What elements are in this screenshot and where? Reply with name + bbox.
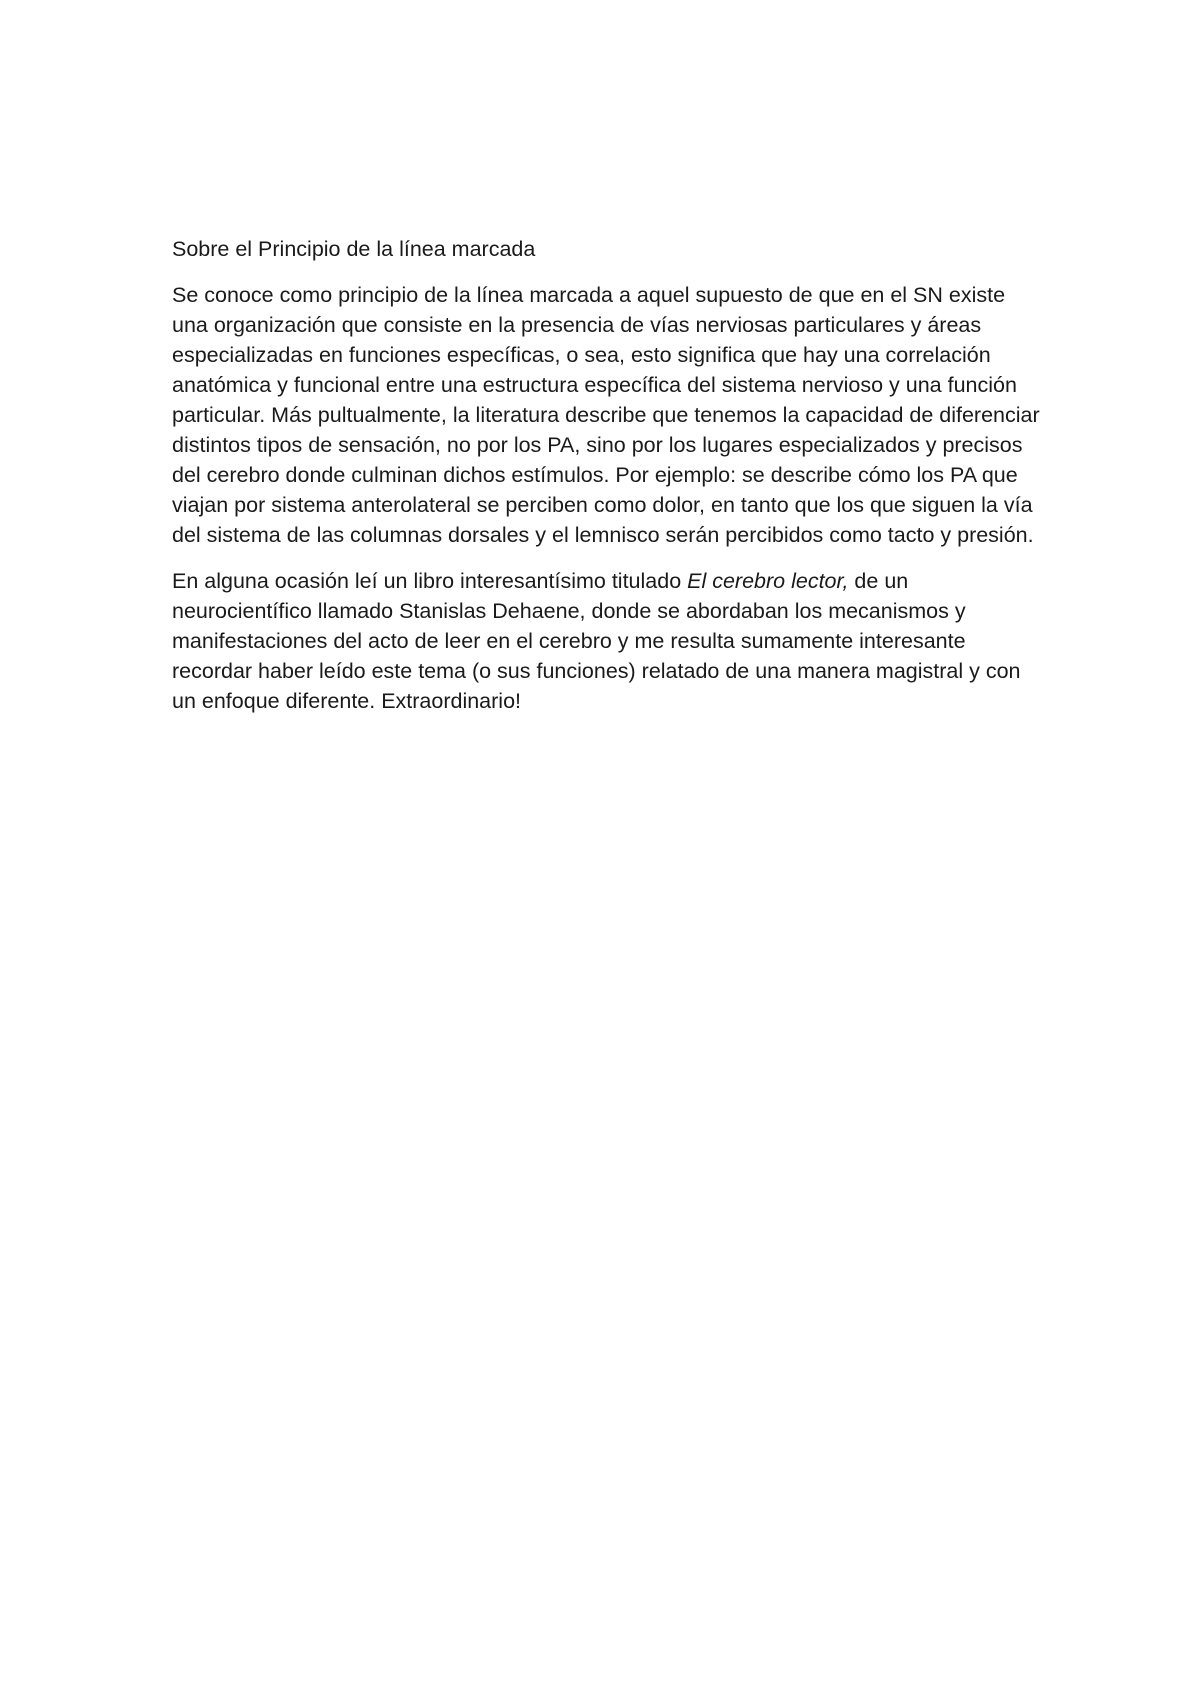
paragraph-book-reference [172, 566, 1042, 716]
paragraph-text-before: En alguna ocasión leí un libro interesantísimo titulado [172, 569, 688, 593]
document-body [172, 234, 1042, 732]
paragraph-line-principle: Se conoce como principio de la línea marcada a aquel supuesto de que en el SN existe una organización que consiste en la presencia de vías nerviosas particulares y áreas especializadas en funciones específicas, o sea, esto significa que hay una correlación anatómica y funcional entre una estructura específica del sistema nervioso y una función particular. Más pultualmente, la literatura describe que tenemos la capacidad de diferenciar distintos tipos de sensación, no por los PA, sino por los lugares especializados y precisos del cerebro donde culminan dichos estímulos. Por ejemplo: se describe cómo los PA que viajan por sistema anterolateral se perciben como dolor, en tanto que los que siguen la vía del sistema de las columnas dorsales y el lemnisco serán percibidos como tacto y presión. [172, 283, 1040, 547]
book-title: El cerebro lector, [687, 569, 849, 593]
document-title: Sobre el Principio de la línea marcada [172, 237, 536, 261]
paragraph-text-after: de un neurocientífico llamado Stanislas Dehaene, donde se abordaban los mecanismos y manifestaciones del acto de leer en el cerebro y me resulta sumamente interesante recordar haber leído este tema (o sus funciones) relatado de una manera magistral y con un enfoque diferente. Extraordinario! [172, 569, 1021, 713]
